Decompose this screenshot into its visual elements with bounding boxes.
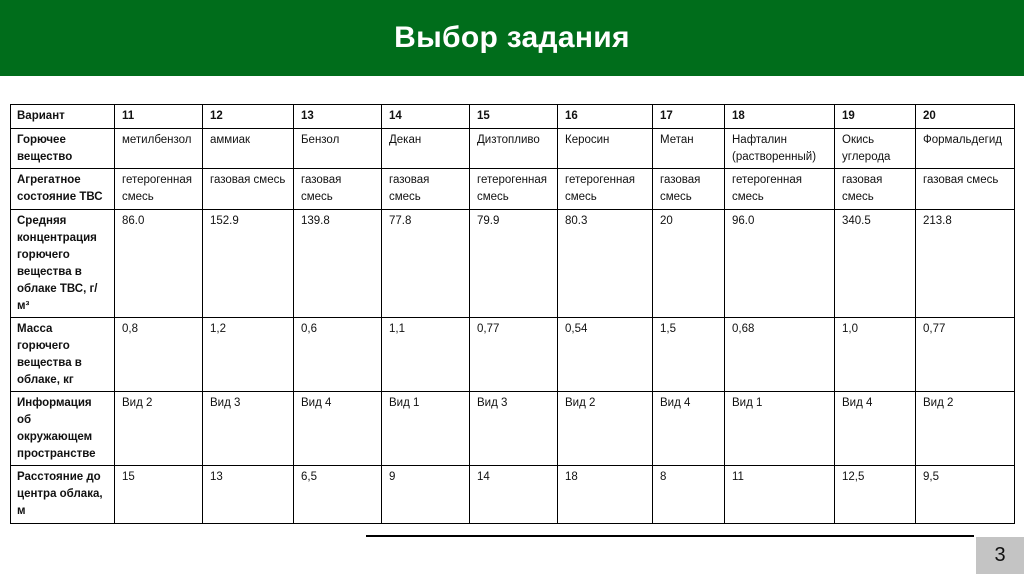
table-cell: 0,77 (916, 318, 1015, 392)
variants-table (10, 104, 1015, 524)
table-cell: 213.8 (916, 210, 1015, 318)
table-cell: гетерогенная смесь (115, 169, 203, 210)
table-cell: Нафталин (растворенный) (725, 129, 835, 169)
table-cell: Дизтопливо (470, 129, 558, 169)
table-row (11, 210, 1015, 318)
table-cell: 9,5 (916, 466, 1015, 524)
table-cell: гетерогенная смесь (470, 169, 558, 210)
table-cell: 18 (558, 466, 653, 524)
table-cell: газовая смесь (294, 169, 382, 210)
table-cell: 0,6 (294, 318, 382, 392)
table-cell: Бензол (294, 129, 382, 169)
variant-header-cell: 19 (835, 105, 916, 129)
page-number: 3 (976, 537, 1024, 574)
table-row (11, 392, 1015, 466)
row-label-cell: Расстояние до центра облака, м (11, 466, 115, 524)
variant-header-cell: 13 (294, 105, 382, 129)
table-cell: 8 (653, 466, 725, 524)
table-cell: 96.0 (725, 210, 835, 318)
table-cell: 1,1 (382, 318, 470, 392)
table-cell: Вид 4 (294, 392, 382, 466)
table-header-row (11, 105, 1015, 129)
variant-header-cell: 16 (558, 105, 653, 129)
header-label-cell: Вариант (11, 105, 115, 129)
variant-header-cell: 15 (470, 105, 558, 129)
footer-divider (366, 535, 974, 537)
row-label-cell: Агрегатное состояние ТВС (11, 169, 115, 210)
table-cell: Метан (653, 129, 725, 169)
variant-header-cell: 17 (653, 105, 725, 129)
row-label-cell: Информация об окружающем пространстве (11, 392, 115, 466)
variant-header-cell: 18 (725, 105, 835, 129)
table-cell: газовая смесь (203, 169, 294, 210)
table-cell: Формальдегид (916, 129, 1015, 169)
table-row (11, 169, 1015, 210)
table-cell: 0,8 (115, 318, 203, 392)
table-cell: 6,5 (294, 466, 382, 524)
variant-header-cell: 14 (382, 105, 470, 129)
row-label-cell: Горючее вещество (11, 129, 115, 169)
table-cell: газовая смесь (653, 169, 725, 210)
variant-header-cell: 11 (115, 105, 203, 129)
table-cell: Вид 2 (115, 392, 203, 466)
table-cell: 1,2 (203, 318, 294, 392)
table-cell: газовая смесь (916, 169, 1015, 210)
table-cell: Вид 3 (203, 392, 294, 466)
table-cell: 79.9 (470, 210, 558, 318)
table-cell: 0,77 (470, 318, 558, 392)
table-cell: Вид 2 (558, 392, 653, 466)
table-cell: 20 (653, 210, 725, 318)
table-cell: 11 (725, 466, 835, 524)
variant-header-cell: 12 (203, 105, 294, 129)
table-cell: Вид 3 (470, 392, 558, 466)
row-label-cell: Средняя концентрация горючего вещества в облаке ТВС, г/м³ (11, 210, 115, 318)
table-row (11, 466, 1015, 524)
table-row (11, 129, 1015, 169)
table-cell: Окись углерода (835, 129, 916, 169)
table-cell: метилбензол (115, 129, 203, 169)
table-cell: 0,54 (558, 318, 653, 392)
row-label-cell: Масса горючего вещества в облаке, кг (11, 318, 115, 392)
table-cell: Вид 1 (382, 392, 470, 466)
page-title: Выбор задания (394, 21, 630, 54)
table-cell: Декан (382, 129, 470, 169)
title-bar (0, 0, 1024, 76)
table-cell: 13 (203, 466, 294, 524)
table-cell: 80.3 (558, 210, 653, 318)
table-cell: 77.8 (382, 210, 470, 318)
table-cell: 139.8 (294, 210, 382, 318)
table-cell: 14 (470, 466, 558, 524)
table-cell: 152.9 (203, 210, 294, 318)
table-cell: Вид 4 (653, 392, 725, 466)
table-cell: аммиак (203, 129, 294, 169)
table-cell: газовая смесь (382, 169, 470, 210)
table-cell: 15 (115, 466, 203, 524)
table-cell: гетерогенная смесь (558, 169, 653, 210)
variant-header-cell: 20 (916, 105, 1015, 129)
table-cell: газовая смесь (835, 169, 916, 210)
table-cell: Вид 1 (725, 392, 835, 466)
table-cell: 1,5 (653, 318, 725, 392)
table-row (11, 318, 1015, 392)
table-cell: гетерогенная смесь (725, 169, 835, 210)
table-cell: 340.5 (835, 210, 916, 318)
table-cell: Керосин (558, 129, 653, 169)
table-cell: 9 (382, 466, 470, 524)
table-cell: 12,5 (835, 466, 916, 524)
table-cell: Вид 4 (835, 392, 916, 466)
table-cell: 1,0 (835, 318, 916, 392)
table-cell: 86.0 (115, 210, 203, 318)
table-cell: Вид 2 (916, 392, 1015, 466)
table-cell: 0,68 (725, 318, 835, 392)
